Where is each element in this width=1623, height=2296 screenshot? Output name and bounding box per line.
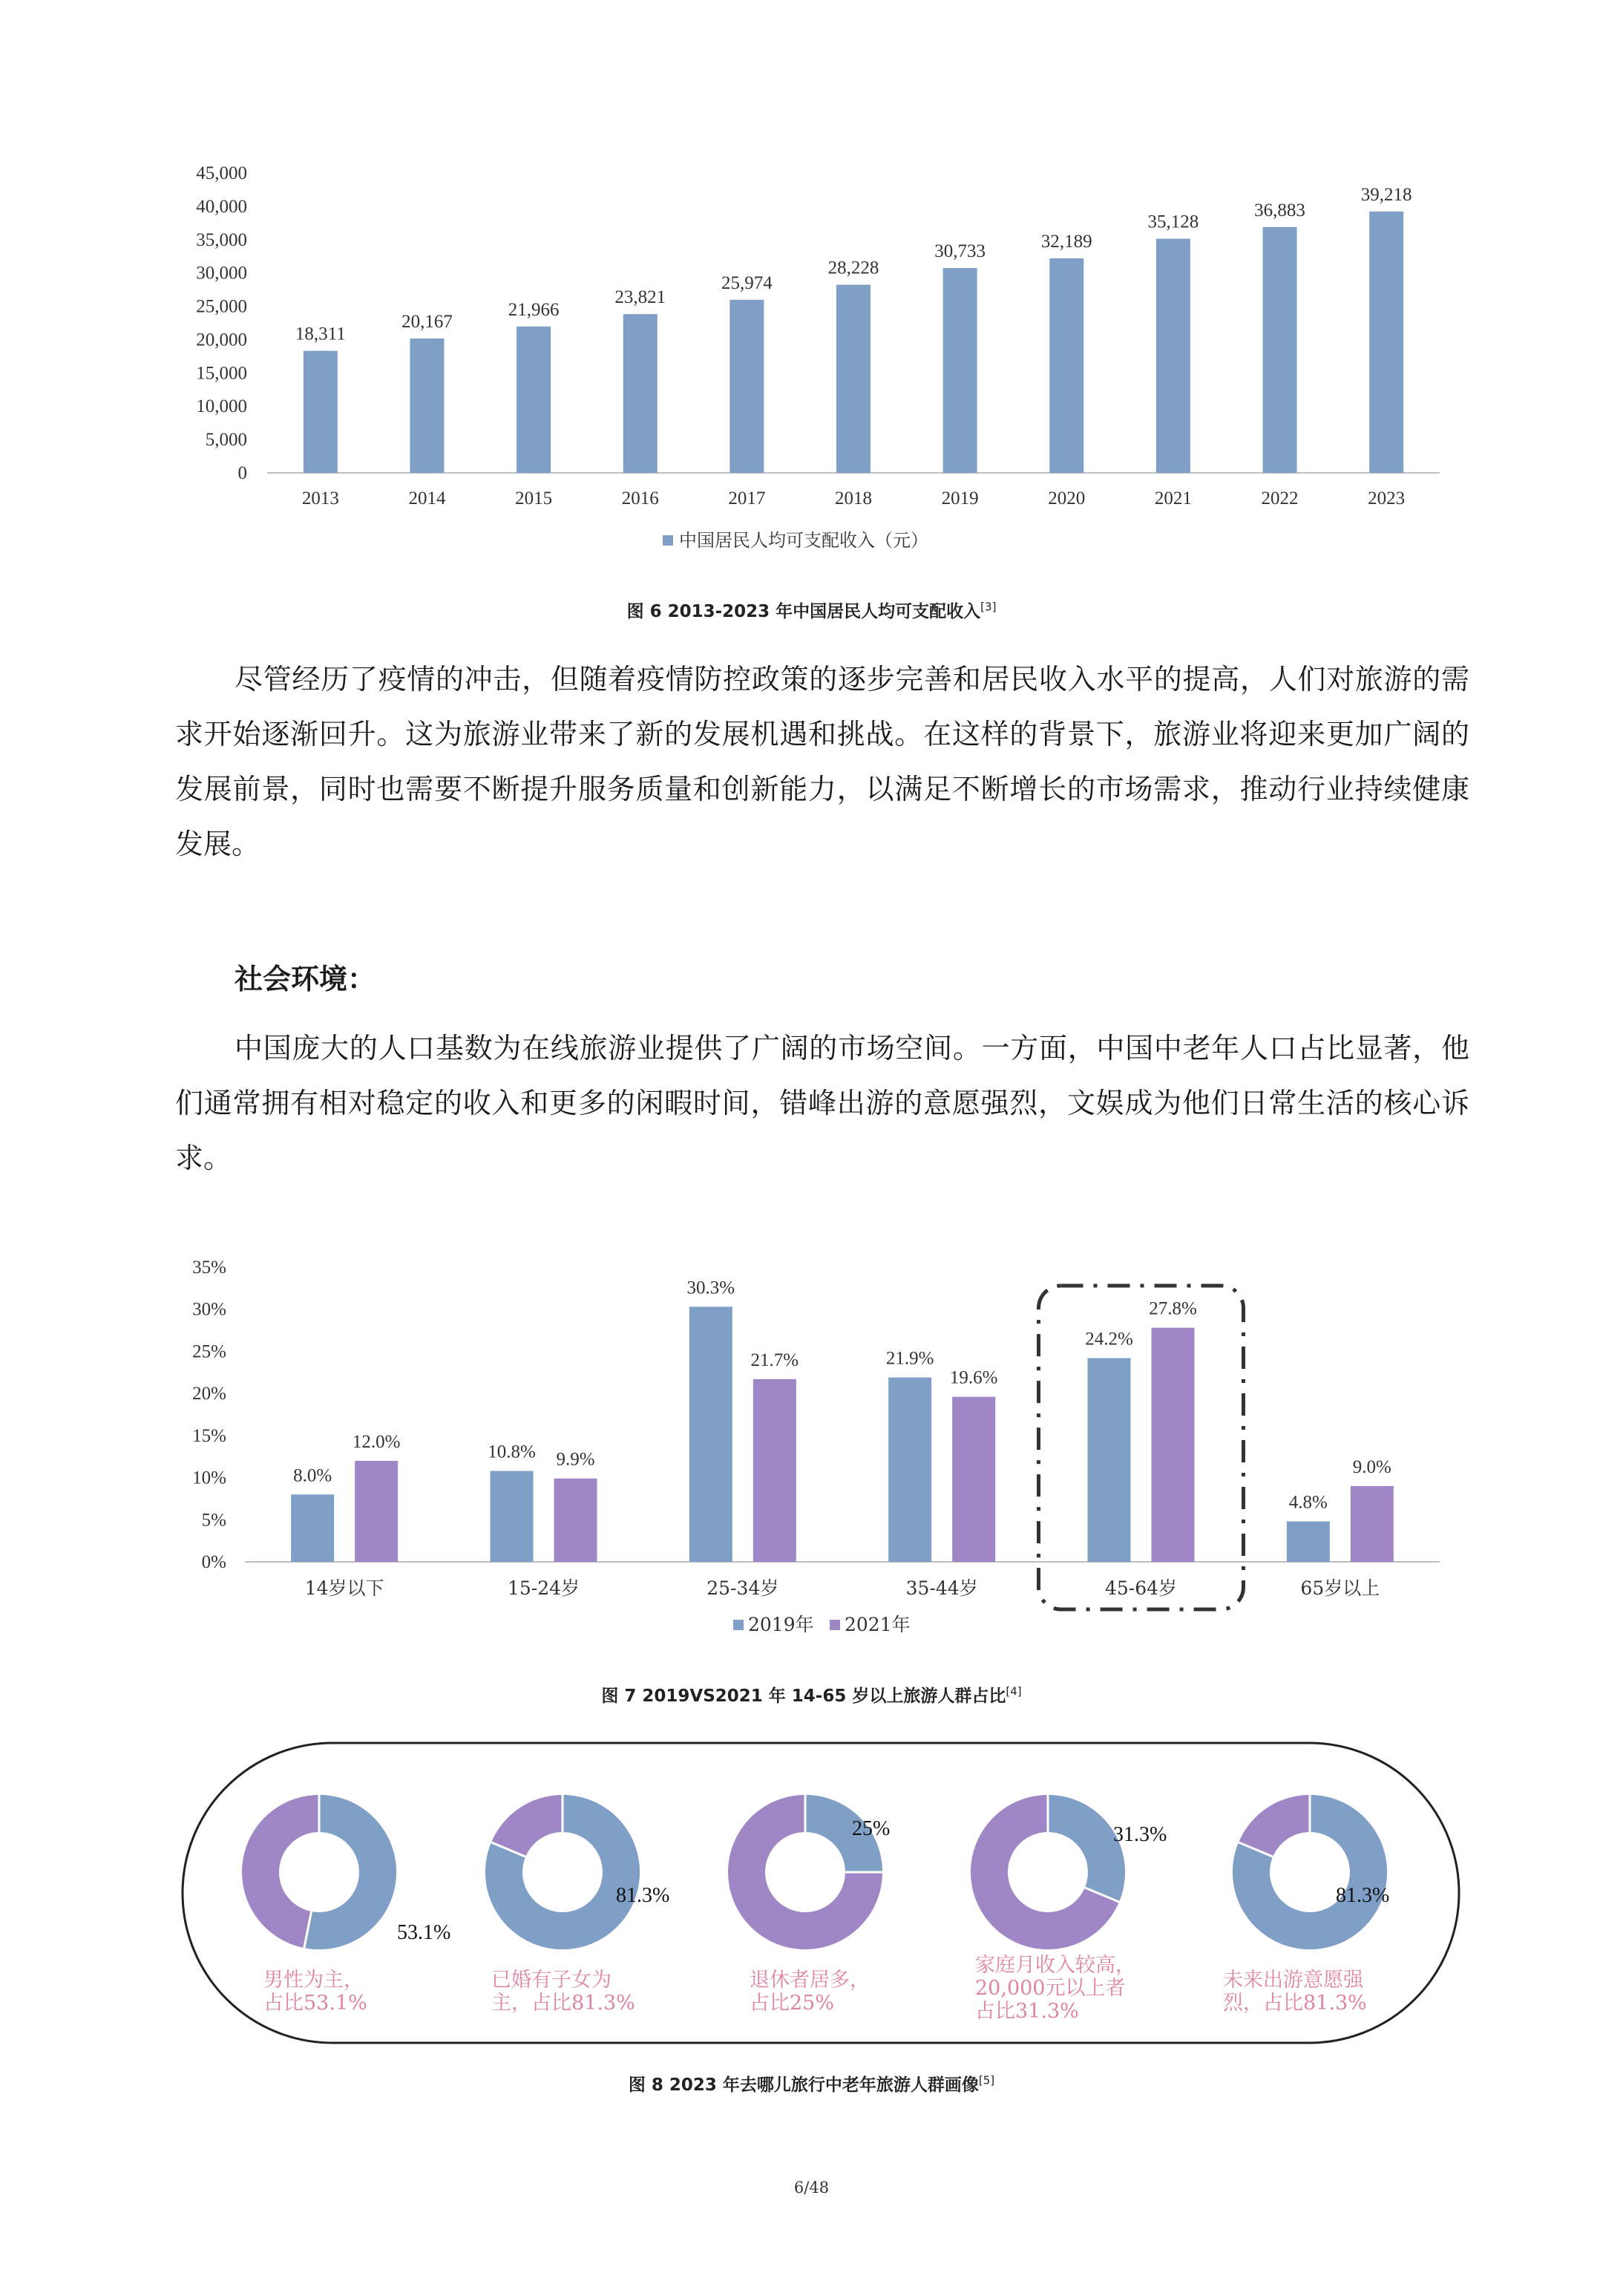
income-data-label: 25,974 xyxy=(721,272,773,293)
donut-hole xyxy=(522,1832,603,1912)
portrait-description xyxy=(975,1954,1135,2023)
x-tick-label: 2014 xyxy=(408,488,446,508)
age-data-label: 9.0% xyxy=(1352,1456,1391,1477)
donut-percent-label: 81.3% xyxy=(1336,1884,1390,1907)
income-data-label: 30,733 xyxy=(934,241,986,262)
age-data-label: 4.8% xyxy=(1288,1492,1328,1513)
x-tick-label: 2016 xyxy=(621,488,659,508)
x-tick-label: 65岁以上 xyxy=(1300,1577,1380,1599)
income-data-label: 21,966 xyxy=(508,299,560,320)
figure-6-caption: 图 6 2013-2023 年中国居民人均可支配收入[3] xyxy=(626,600,997,621)
x-tick-label: 2015 xyxy=(515,488,553,508)
x-tick-label: 25-34岁 xyxy=(706,1577,779,1599)
income-data-label: 36,883 xyxy=(1254,200,1305,220)
x-tick-label: 2017 xyxy=(728,488,766,508)
donut-chart xyxy=(1233,1795,1390,1949)
x-tick-label: 14岁以下 xyxy=(304,1577,384,1599)
donut-chart xyxy=(485,1795,640,1949)
age-data-label: 27.8% xyxy=(1149,1298,1197,1319)
portrait-description-line: 已婚有子女为 xyxy=(491,1969,612,1992)
portrait-description xyxy=(263,1969,367,2015)
paragraph-1: 尽管经历了疫情的冲击，但随着疫情防控政策的逐步完善和居民收入水平的提高，人们对旅游的需求开始逐渐回升。这为旅游业带来了新的发展机遇和挑战。在这样的背景下，旅游业将迎来更加广阔的发展前景，同时也需要不断提升服务质量和创新能力，以满足不断增长的市场需求，推动行业持续健康发展。 xyxy=(175,663,1469,860)
income-data-label: 18,311 xyxy=(295,324,346,344)
figure-7-caption: 图 7 2019VS2021 年 14-65 岁以上旅游人群占比[4] xyxy=(601,1684,1022,1706)
y-tick-label: 20,000 xyxy=(196,330,247,350)
y-tick-label: 25,000 xyxy=(196,296,247,317)
income-data-label: 39,218 xyxy=(1360,184,1412,205)
y-tick-label: 35% xyxy=(192,1257,226,1278)
x-tick-label: 45-64岁 xyxy=(1104,1577,1178,1599)
y-tick-label: 40,000 xyxy=(196,196,247,217)
y-tick-label: 5,000 xyxy=(205,430,247,451)
y-tick-label: 30% xyxy=(192,1299,226,1320)
donut-hole xyxy=(1008,1832,1088,1912)
portrait-description-line: 烈，占比81.3% xyxy=(1223,1992,1367,2015)
portrait-description xyxy=(1223,1969,1367,2015)
figure-8-caption: 图 8 2023 年去哪儿旅行中老年旅游人群画像[5] xyxy=(628,2073,995,2095)
donut-hole xyxy=(765,1832,845,1912)
x-tick-label: 2019 xyxy=(941,488,979,508)
portrait-description xyxy=(750,1969,870,2015)
y-tick-label: 30,000 xyxy=(196,263,247,284)
x-tick-label: 2021 xyxy=(1154,488,1192,508)
portrait-description-line: 占比53.1% xyxy=(263,1992,367,2015)
age-data-label: 10.8% xyxy=(488,1442,536,1462)
y-tick-label: 0% xyxy=(201,1552,226,1572)
y-tick-label: 35,000 xyxy=(196,229,247,250)
x-tick-label: 2013 xyxy=(301,488,339,508)
y-tick-label: 20% xyxy=(192,1384,226,1404)
y-tick-label: 25% xyxy=(192,1341,226,1362)
portrait-description-line: 未来出游意愿强 xyxy=(1223,1969,1363,1992)
portrait-description-line: 家庭月收入较高， xyxy=(975,1954,1135,1977)
age-data-label: 8.0% xyxy=(293,1465,332,1486)
portrait-description xyxy=(491,1969,635,2015)
x-tick-label: 35-44岁 xyxy=(905,1577,978,1599)
y-tick-label: 0 xyxy=(237,463,247,483)
x-tick-label: 15-24岁 xyxy=(507,1577,580,1599)
y-tick-label: 15% xyxy=(192,1425,226,1446)
donut-chart xyxy=(242,1795,396,1949)
income-data-label: 23,821 xyxy=(614,287,666,308)
portrait-description-line: 男性为主， xyxy=(263,1969,364,1992)
section-heading: 社会环境： xyxy=(235,963,376,995)
age-data-label: 24.2% xyxy=(1085,1329,1133,1350)
portrait-description-line: 占比31.3% xyxy=(975,2000,1079,2023)
age-data-label: 21.7% xyxy=(750,1350,799,1370)
donut-hole xyxy=(279,1832,359,1912)
y-tick-label: 5% xyxy=(201,1510,226,1531)
legend-label: 2019年 xyxy=(748,1614,814,1635)
paragraph-2: 中国庞大的人口基数为在线旅游业提供了广阔的市场空间。一方面，中国中老年人口占比显著，他们通常拥有相对稳定的收入和更多的闲暇时间，错峰出游的意愿强烈，文娱成为他们日常生活的核心诉求。 xyxy=(175,1032,1469,1174)
donut-percent-label: 25% xyxy=(852,1817,891,1840)
income-data-label: 35,128 xyxy=(1147,212,1199,232)
legend-label: 2021年 xyxy=(845,1614,911,1635)
portrait-description-line: 主，占比81.3% xyxy=(491,1992,635,2015)
y-tick-label: 10% xyxy=(192,1468,226,1488)
x-tick-label: 2022 xyxy=(1261,488,1299,508)
x-tick-label: 2020 xyxy=(1048,488,1086,508)
y-tick-label: 15,000 xyxy=(196,363,247,384)
donut-percent-label: 81.3% xyxy=(616,1884,670,1907)
portrait-description-line: 退休者居多， xyxy=(750,1969,870,1992)
age-data-label: 12.0% xyxy=(352,1431,401,1452)
donut-percent-label: 53.1% xyxy=(397,1921,451,1944)
income-data-label: 32,189 xyxy=(1040,232,1092,252)
legend-label: 中国居民人均可支配收入（元） xyxy=(679,530,928,551)
age-data-label: 19.6% xyxy=(949,1367,998,1388)
portrait-description-line: 20,000元以上者 xyxy=(975,1977,1126,2000)
age-data-label: 30.3% xyxy=(686,1278,735,1298)
x-tick-label: 2018 xyxy=(835,488,872,508)
y-tick-label: 10,000 xyxy=(196,396,247,417)
y-tick-label: 45,000 xyxy=(196,163,247,183)
donut-chart xyxy=(971,1795,1125,1949)
page-number: 6/48 xyxy=(793,2179,830,2197)
income-data-label: 20,167 xyxy=(401,311,453,332)
income-data-label: 28,228 xyxy=(827,258,879,278)
x-tick-label: 2023 xyxy=(1368,488,1406,508)
portrait-description-line: 占比25% xyxy=(750,1992,835,2015)
donut-percent-label: 31.3% xyxy=(1113,1823,1167,1846)
age-data-label: 9.9% xyxy=(556,1449,595,1470)
age-data-label: 21.9% xyxy=(885,1348,934,1369)
